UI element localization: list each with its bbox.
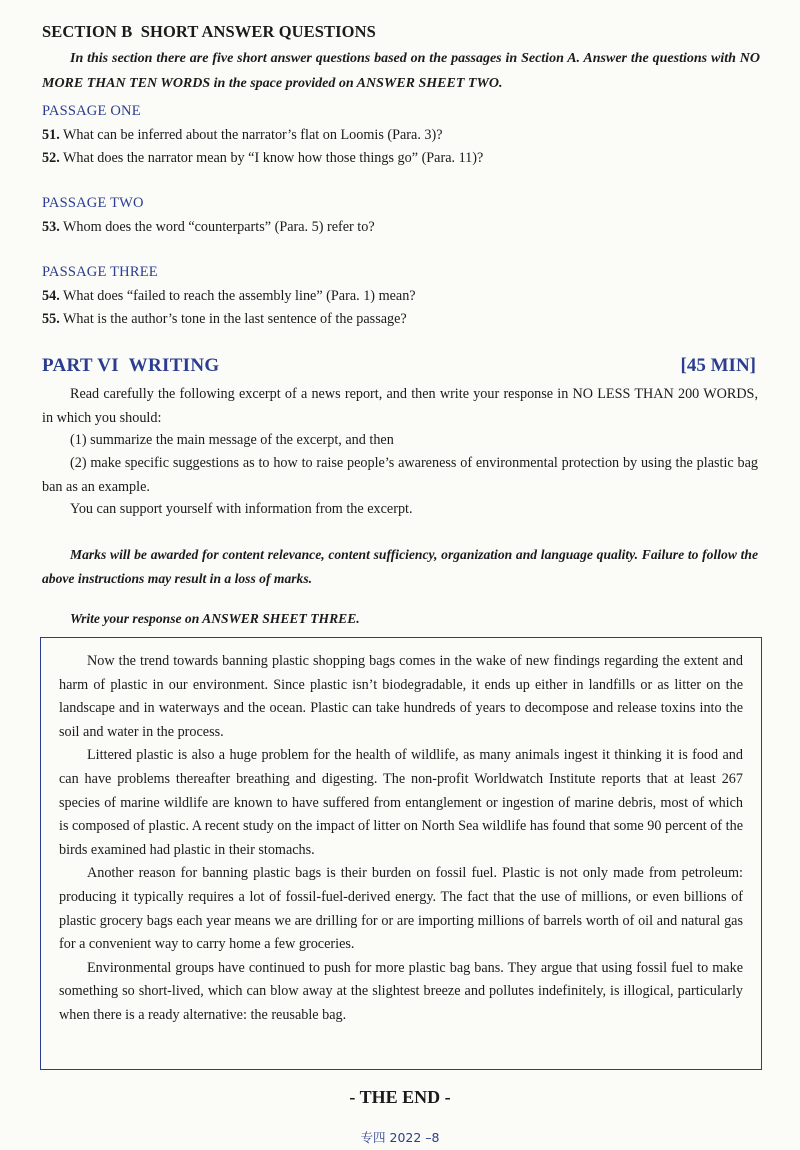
passage-one-heading: PASSAGE ONE — [42, 103, 141, 119]
question-text: What can be inferred about the narrator’s flat on Loomis (Para. 3)? — [63, 127, 443, 143]
section-b-title: SECTION B SHORT ANSWER QUESTIONS — [42, 22, 376, 41]
excerpt-paragraph: Environmental groups have continued to push for more plastic bag bans. They argue that using fossil fuel to make something so short-lived, which can blow away at the slightest breeze and pollutes indefinitely, is illogical, particularly when there is a ready alternative: the reusable bag. — [59, 959, 743, 1023]
question-54 — [42, 285, 416, 307]
answer-sheet-note: Write your response on ANSWER SHEET THREE. — [70, 611, 360, 626]
the-end-mark: - THE END - — [349, 1087, 451, 1107]
excerpt-paragraph: Another reason for banning plastic bags is their burden on fossil fuel. Plastic is not only made from petroleum: producing it typically requires a lot of fossil-fuel-derived energy. The fact that the use of millions, or even billions of plastic grocery bags each year means we are drilling for or are importing millions of barrels worth of oil and natural gas for a convenient way to carry home a few groceries. — [59, 865, 743, 953]
part-vi-time: [45 MIN] — [680, 355, 756, 376]
question-number: 51. — [42, 127, 60, 143]
question-text: What is the author’s tone in the last sentence of the passage? — [63, 311, 407, 327]
excerpt-paragraph: Littered plastic is also a huge problem for the health of wildlife, as many animals ingest it thinking it is food and can have problems thereafter breathing and digesting. The non-profit Worldwatch Institute reports that at least 267 species of marine wildlife are known to have suffered from entanglement or ingestion of marine debris, most of which is composed of plastic. A recent study on the impact of litter on North Sea wildlife has found that some 90 percent of the birds examined had plastic in their stomachs. — [59, 747, 743, 858]
excerpt-box — [40, 637, 762, 1070]
excerpt-paragraph: Now the trend towards banning plastic shopping bags comes in the wake of new findings regarding the extent and harm of plastic in our environment. Since plastic isn’t biodegradable, it ends up either in landfills or as litter on the landscape and in waterways and the ocean. Plastic can take hundreds of years to decompose and release toxins into the soil and water in the process. — [59, 653, 743, 740]
section-b-instructions: In this section there are five short answer questions based on the passages in Section A. Answer the questions with NO MORE THAN TEN WORDS in the space provided on ANSWER SHEET TWO. — [42, 51, 760, 91]
marks-note: Marks will be awarded for content relevance, content sufficiency, organization and language quality. Failure to follow the above instructions may result in a loss of marks. — [42, 547, 758, 586]
question-number: 54. — [42, 288, 60, 304]
writing-item-2: (2) make specific suggestions as to how to raise people’s awareness of environmental protection by using the plastic bag ban as an example. — [42, 455, 758, 495]
question-number: 55. — [42, 311, 60, 327]
question-text: What does the narrator mean by “I know how those things go” (Para. 11)? — [63, 150, 484, 166]
question-51 — [42, 124, 443, 146]
question-52 — [42, 147, 483, 169]
writing-support: You can support yourself with information from the excerpt. — [70, 501, 413, 517]
page-footer: 专四 2022 –8 — [360, 1130, 440, 1145]
question-55 — [42, 308, 407, 330]
question-number: 52. — [42, 150, 60, 166]
question-53 — [42, 216, 375, 238]
passage-two-heading: PASSAGE TWO — [42, 195, 144, 211]
writing-item-1: (1) summarize the main message of the excerpt, and then — [70, 432, 394, 448]
passage-three-heading: PASSAGE THREE — [42, 264, 158, 280]
writing-intro: Read carefully the following excerpt of a news report, and then write your response in NO LESS THAN 200 WORDS, in which you should: — [42, 386, 758, 426]
question-text: Whom does the word “counterparts” (Para. 5) refer to? — [63, 219, 375, 235]
part-vi-title: PART VI WRITING — [42, 355, 220, 376]
question-number: 53. — [42, 219, 60, 235]
question-text: What does “failed to reach the assembly line” (Para. 1) mean? — [63, 288, 416, 304]
